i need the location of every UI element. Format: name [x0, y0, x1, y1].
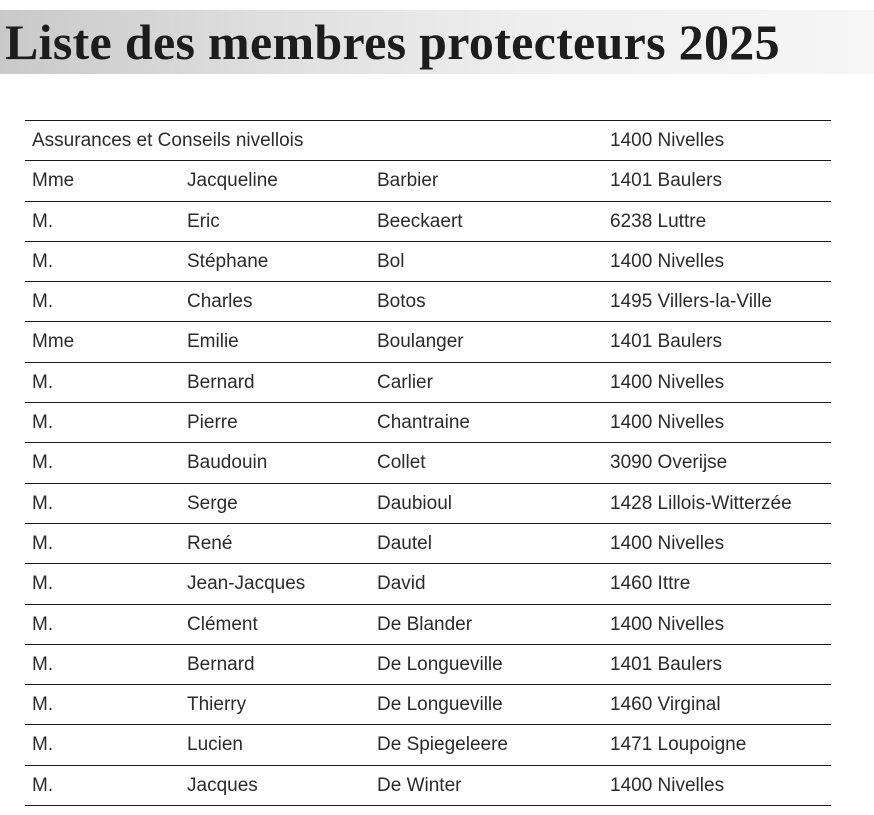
- member-title: M.: [32, 532, 54, 554]
- table-row: [25, 242, 831, 282]
- member-title: M.: [32, 734, 54, 756]
- member-city: 1400 Nivelles: [610, 532, 725, 554]
- member-first-name: Eric: [187, 210, 220, 232]
- member-last-name: Boulanger: [377, 331, 464, 353]
- table-row: [25, 161, 831, 201]
- member-last-name: De Spiegeleere: [377, 734, 508, 756]
- member-first-name: Charles: [187, 291, 253, 313]
- member-last-name: Daubioul: [377, 492, 452, 514]
- member-title: M.: [32, 694, 54, 716]
- table-row: [25, 645, 831, 685]
- member-city: 1400 Nivelles: [610, 412, 725, 434]
- member-first-name: Baudouin: [187, 452, 268, 474]
- member-first-name: Serge: [187, 492, 238, 514]
- member-title: M.: [32, 492, 54, 514]
- member-title: M.: [32, 412, 54, 434]
- member-city: 1495 Villers-la-Ville: [610, 291, 772, 313]
- member-last-name: Beeckaert: [377, 210, 463, 232]
- member-city: 1401 Baulers: [610, 331, 722, 353]
- member-city: 1460 Virginal: [610, 694, 721, 716]
- member-title: Mme: [32, 331, 75, 353]
- member-city: 1400 Nivelles: [610, 774, 725, 796]
- member-title: M.: [32, 291, 54, 313]
- table-row: [25, 685, 831, 725]
- member-title: M.: [32, 774, 54, 796]
- member-last-name: David: [377, 573, 426, 595]
- member-first-name: Clément: [187, 613, 258, 635]
- table-row: [25, 766, 831, 806]
- page-title: Liste des membres protecteurs 2025: [5, 14, 780, 70]
- member-title: M.: [32, 371, 54, 393]
- member-title: M.: [32, 613, 54, 635]
- member-first-name: Jacqueline: [187, 170, 278, 192]
- member-last-name: Dautel: [377, 532, 432, 554]
- member-title: M.: [32, 250, 54, 272]
- member-last-name: Chantraine: [377, 412, 470, 434]
- member-city: 1400 Nivelles: [610, 371, 725, 393]
- member-city: 1460 Ittre: [610, 573, 691, 595]
- member-city: 1471 Loupoigne: [610, 734, 747, 756]
- table-row: [25, 605, 831, 645]
- member-city: 6238 Luttre: [610, 210, 707, 232]
- member-first-name: Pierre: [187, 412, 238, 434]
- table-row: [25, 202, 831, 242]
- member-city: 1400 Nivelles: [610, 613, 725, 635]
- member-title: M.: [32, 653, 54, 675]
- member-title: M.: [32, 573, 54, 595]
- table-row: [25, 725, 831, 765]
- member-last-name: De Longueville: [377, 694, 503, 716]
- member-rows: [25, 161, 831, 806]
- member-city: 1428 Lillois-Witterzée: [610, 492, 792, 514]
- member-last-name: De Winter: [377, 774, 462, 796]
- member-last-name: Barbier: [377, 170, 439, 192]
- sponsor-name: Assurances et Conseils nivellois: [32, 130, 304, 151]
- member-first-name: Lucien: [187, 734, 243, 756]
- member-city: 1401 Baulers: [610, 653, 722, 675]
- member-last-name: Collet: [377, 452, 426, 474]
- member-first-name: Stéphane: [187, 250, 269, 272]
- member-last-name: De Blander: [377, 613, 473, 635]
- member-city: 1401 Baulers: [610, 170, 722, 192]
- member-first-name: René: [187, 532, 233, 554]
- members-table: [25, 120, 831, 806]
- table-row: [25, 363, 831, 403]
- member-title: Mme: [32, 170, 75, 192]
- member-last-name: Carlier: [377, 371, 433, 393]
- member-first-name: Emilie: [187, 331, 239, 353]
- member-first-name: Bernard: [187, 653, 255, 675]
- table-row: [25, 484, 831, 524]
- table-row: [25, 403, 831, 443]
- member-city: 1400 Nivelles: [610, 250, 725, 272]
- member-first-name: Thierry: [187, 694, 247, 716]
- sponsor-city: 1400 Nivelles: [610, 130, 725, 151]
- member-last-name: Botos: [377, 291, 426, 313]
- table-row: [25, 564, 831, 604]
- member-last-name: De Longueville: [377, 653, 503, 675]
- table-row: [25, 524, 831, 564]
- table-row: [25, 443, 831, 483]
- member-last-name: Bol: [377, 250, 405, 272]
- sponsor-row: [25, 121, 831, 161]
- member-first-name: Jean-Jacques: [187, 573, 306, 595]
- table-row: [25, 322, 831, 362]
- member-title: M.: [32, 210, 54, 232]
- member-first-name: Bernard: [187, 371, 255, 393]
- table-row: [25, 282, 831, 322]
- member-city: 3090 Overijse: [610, 452, 728, 474]
- member-first-name: Jacques: [187, 774, 258, 796]
- member-title: M.: [32, 452, 54, 474]
